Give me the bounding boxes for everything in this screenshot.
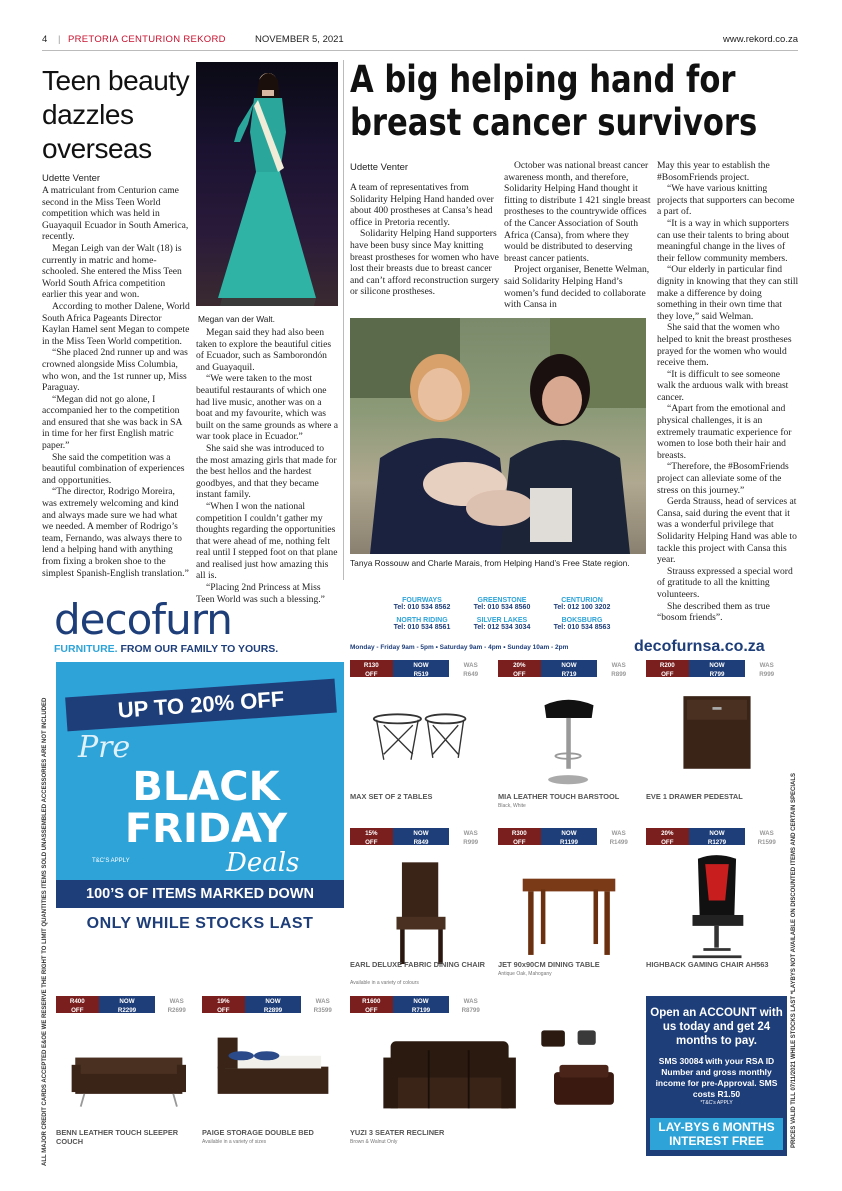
teen-photo	[196, 62, 338, 306]
product-image	[646, 846, 788, 964]
breast-byline: Udette Venter	[350, 162, 409, 173]
store-entry	[382, 597, 462, 611]
banner-upto: UP TO 20% OFF	[65, 679, 337, 732]
was-price: R1499	[609, 839, 628, 846]
paragraph: Solidarity Helping Hand supporters have been busy since May knitting breast prostheses for women who have lost their breasts due to breast cancer and can’t afford reconstruction surgery or silicone prostheses.	[350, 228, 500, 298]
page-number: 4	[42, 34, 48, 45]
now-label: NOW	[413, 662, 429, 669]
product-image	[202, 1014, 344, 1132]
banner-black: BLACK	[132, 764, 280, 810]
was-price-badge	[745, 660, 788, 677]
header-separator: |	[58, 34, 61, 45]
was-price-badge	[597, 660, 640, 677]
store-name: GREENSTONE	[477, 597, 527, 604]
discount-badge	[498, 660, 541, 677]
ad-side-note-left: ALL MAJOR CREDIT CARDS ACCEPTED E&OE WE RESERVE THE RIGHT TO LIMIT QUANTITIES ITEMS SOLD UNASSEMBLED ACCESSORIES ARE NOT INCLUDED	[42, 697, 48, 1166]
now-price: R7199	[411, 1007, 431, 1014]
paragraph: She said that the women who helped to knit the breast prostheses prayed for the women who would receive them.	[657, 322, 792, 369]
was-label: WAS	[759, 830, 774, 837]
discount-value: R1600	[362, 998, 381, 1005]
paragraph: “It is difficult to see someone walk the arduous walk with breast cancer.	[657, 368, 789, 403]
now-label: NOW	[709, 830, 725, 837]
price-bar	[646, 660, 788, 677]
trading-hours: Monday - Friday 9am - 5pm • Saturday 9am - 4pm • Sunday 10am - 2pm	[350, 644, 569, 651]
price-bar	[350, 828, 492, 845]
store-entry	[542, 597, 622, 611]
store-name: FOURWAYS	[402, 597, 442, 604]
discount-value: R300	[511, 830, 527, 837]
column-divider	[343, 60, 344, 580]
decofurn-logo: decofurn	[54, 595, 232, 644]
discount-value: 19%	[217, 998, 230, 1005]
breast-photo	[350, 318, 646, 554]
account-sms: SMS 30084 with your RSA ID Number and gross monthly income for pre-Approval. SMS costs R1.50	[655, 1056, 778, 1099]
discount-badge	[646, 828, 689, 845]
product-variants: Black, White	[498, 803, 526, 809]
product-name: JET 90x90CM DINING TABLE	[498, 960, 600, 969]
was-price-badge	[301, 996, 344, 1013]
discount-label: OFF	[661, 671, 674, 678]
paragraph: According to mother Dalene, World South Africa Pageants Director Kaylan Hamel sent Megan to compete in the Miss Teen World competition.	[42, 300, 190, 347]
teen-column-1	[42, 185, 190, 579]
now-price-badge	[393, 828, 450, 845]
was-label: WAS	[463, 662, 478, 669]
store-entry	[382, 617, 462, 631]
breast-photo-caption: Tanya Rossouw and Charle Marais, from Helping Hand’s Free State region.	[350, 558, 630, 568]
price-bar	[350, 660, 492, 677]
banner-tc: T&C’S APPLY	[92, 858, 130, 864]
account-tc: *T&C’s APPLY	[700, 1100, 733, 1106]
paragraph: “We were taken to the most beautiful restaurants of which one had live music, another was on a boat and my favourite, which was built on the same grounds as where a war took place in Ecuador.”	[196, 373, 339, 443]
breast-column-3	[657, 160, 799, 624]
paragraph: Gerda Strauss, head of services at Cansa, said during the event that it was a wonderful privilege that Solidarity Helping Hand was able to tackle this project with Cansa this year.	[657, 496, 797, 566]
breast-headline-line-2: breast cancer survivors	[350, 101, 758, 144]
paragraph: She described them as true “bosom friends”.	[657, 600, 770, 624]
product-name: MAX SET OF 2 TABLES	[350, 792, 433, 801]
discount-label: OFF	[513, 671, 526, 678]
now-label: NOW	[119, 998, 135, 1005]
tagline-family: FROM OUR FAMILY TO YOURS.	[117, 643, 279, 655]
paragraph: October was national breast cancer awareness month, and therefore, Solidarity Helping Hand thought it fitting to distribute 1 421 single breast prostheses to the countrywide offices of the Cancer Association of South Africa (Cansa), from where they would be distributed to deserving breast cancer patients.	[504, 160, 651, 264]
account-headline: Open an ACCOUNT with us today and get 24 months to pay.	[650, 1007, 783, 1047]
price-bar	[646, 828, 788, 845]
discount-label: OFF	[513, 839, 526, 846]
now-price-badge	[245, 996, 302, 1013]
ad-tagline	[54, 643, 278, 655]
was-price-badge	[449, 660, 492, 677]
now-price: R799	[709, 671, 725, 678]
now-price: R849	[413, 839, 429, 846]
product-image	[350, 678, 492, 796]
discount-badge	[350, 996, 393, 1013]
store-name: BOKSBURG	[561, 617, 603, 624]
now-label: NOW	[561, 662, 577, 669]
discount-label: OFF	[365, 671, 378, 678]
price-bar	[202, 996, 344, 1013]
product-name: HIGHBACK GAMING CHAIR AH563	[646, 960, 769, 969]
paragraph: “When I won the national competition I couldn’t gather my thoughts regarding the opportunities that were ahead of me, nothing felt real until I stepped foot on that plane and realised just how amazing this all is.	[196, 500, 338, 582]
discount-value: R400	[69, 998, 85, 1005]
contestant-image	[196, 62, 338, 306]
now-price-badge	[393, 996, 450, 1013]
paragraph: “Apart from the emotional and physical challenges, it is an extremely traumatic experience for women to lose both their hair and breasts.	[657, 403, 792, 461]
teen-headline: Teen beauty dazzles overseas	[42, 65, 190, 164]
store-name: NORTH RIDING	[396, 617, 448, 624]
discount-badge	[350, 828, 393, 845]
product-image	[56, 1014, 198, 1132]
paragraph: “The director, Rodrigo Moreira, was extremely welcoming and kind and always made sure we had what we needed. A member of Rodrigo’s team, Fernando, was always there to lend a helping hand with anything from fixing a broken shoe to the simplest Spanish-English translation.”	[42, 486, 189, 579]
page-header	[42, 34, 798, 50]
banner-friday: FRIDAY	[124, 806, 288, 852]
now-label: NOW	[413, 830, 429, 837]
product-name: EVE 1 DRAWER PEDESTAL	[646, 792, 743, 801]
paragraph: May this year to establish the #BosomFriends project.	[657, 160, 770, 183]
teen-byline: Udette Venter	[42, 173, 101, 184]
store-phone[interactable]: Tel: 012 534 3034	[473, 624, 531, 631]
was-price-badge	[745, 828, 788, 845]
paragraph: “Our elderly in particular find dignity in knowing that they can still make a difference by doing something in their own time that they love,” said Welman.	[657, 264, 799, 322]
now-price: R519	[413, 671, 429, 678]
banner-deals: Deals	[226, 848, 300, 878]
paragraph: A team of representatives from Solidarity Helping Hand handed over about 400 prostheses at Cansa’s head office in Pretoria recently.	[350, 182, 494, 228]
now-price: R2299	[117, 1007, 137, 1014]
items-marked-down: 100’S OF ITEMS MARKED DOWN	[56, 880, 344, 908]
product-image	[498, 678, 640, 796]
product-variants: Antique Oak, Mahogany	[498, 971, 552, 977]
was-price-badge	[155, 996, 198, 1013]
paragraph: She said the competition was a beautiful combination of experiences and opportunities.	[42, 451, 185, 486]
was-price: R899	[611, 671, 627, 678]
discount-label: OFF	[217, 1007, 230, 1014]
volunteers-image	[350, 318, 646, 554]
site-url[interactable]: www.rekord.co.za	[723, 34, 798, 45]
now-price: R1199	[560, 839, 578, 846]
store-name: SILVER LAKES	[476, 617, 528, 624]
now-price-badge	[689, 828, 746, 845]
was-label: WAS	[463, 830, 478, 837]
discount-badge	[56, 996, 99, 1013]
product-variants: Available in a variety of colours	[350, 980, 419, 986]
ad-side-note-right: PRICES VALID TILL 07/11/2021 WHILE STOCKS LAST *LAYBYS NOT AVAILABLE ON DISCOUNTED ITEMS AND CERTAIN SPECIALS	[791, 772, 797, 1148]
paragraph: Megan Leigh van der Walt (18) is currently in matric and home-schooled. She entered the Miss Teen World South Africa competition earlier this year and won.	[42, 242, 182, 301]
was-price-badge	[449, 996, 492, 1013]
price-bar	[56, 996, 198, 1013]
breast-headline	[350, 58, 764, 144]
now-price: R2899	[263, 1007, 283, 1014]
paragraph: “We have various knitting projects that supporters can become a part of.	[657, 183, 795, 218]
was-label: WAS	[463, 998, 478, 1005]
account-box	[646, 996, 787, 1156]
paragraph: “Megan did not go alone, I accompanied her to the competition and ensured that she was back in SA in time for her first English matric paper.”	[42, 393, 182, 452]
was-price: R649	[463, 671, 479, 678]
product-name: BENN LEATHER TOUCH SLEEPER COUCH	[56, 1128, 179, 1146]
product-image	[350, 846, 492, 964]
product-name: MIA LEATHER TOUCH BARSTOOL	[498, 792, 620, 801]
black-friday-banner	[56, 662, 344, 880]
was-label: WAS	[611, 662, 626, 669]
banner-pre: Pre	[78, 730, 131, 765]
product-variants: Brown & Walnut Only	[350, 1139, 398, 1145]
now-label: NOW	[265, 998, 281, 1005]
discount-badge	[498, 828, 541, 845]
discount-value: R130	[363, 662, 379, 669]
store-phone[interactable]: Tel: 010 534 8561	[393, 624, 451, 631]
now-price-badge	[99, 996, 156, 1013]
discount-badge	[202, 996, 245, 1013]
store-phone[interactable]: Tel: 012 100 3202	[553, 604, 611, 611]
now-price-badge	[689, 660, 746, 677]
discount-label: OFF	[365, 839, 378, 846]
store-entry	[462, 617, 542, 631]
now-price-badge	[393, 660, 450, 677]
discount-label: OFF	[661, 839, 674, 846]
discount-value: 20%	[661, 830, 674, 837]
while-stocks-last: ONLY WHILE STOCKS LAST	[86, 915, 314, 932]
now-label: NOW	[413, 998, 429, 1005]
product-image	[350, 1014, 640, 1132]
store-phone[interactable]: Tel: 010 534 8560	[473, 604, 531, 611]
breast-column-2	[504, 160, 652, 311]
discount-value: R200	[659, 662, 675, 669]
paragraph: “Therefore, the #BosomFriends project can alleviate some of the stress on this journey.”	[657, 461, 789, 496]
product-name: EARL DELUXE FABRIC DINING CHAIR	[350, 960, 485, 969]
product-image	[498, 846, 640, 964]
was-price: R3599	[313, 1007, 332, 1014]
price-bar	[350, 996, 492, 1013]
discount-label: OFF	[71, 1007, 84, 1014]
was-price: R8799	[461, 1007, 480, 1014]
product-name: PAIGE STORAGE DOUBLE BED	[202, 1128, 314, 1137]
header-rule	[42, 50, 798, 51]
discount-badge	[646, 660, 689, 677]
product-name: YUZI 3 SEATER RECLINER	[350, 1128, 445, 1137]
store-phone[interactable]: Tel: 010 534 8562	[393, 604, 451, 611]
price-bar	[498, 660, 640, 677]
issue-date: NOVEMBER 5, 2021	[255, 34, 344, 45]
was-label: WAS	[315, 998, 330, 1005]
now-price-badge	[541, 828, 598, 845]
now-price-badge	[541, 660, 598, 677]
product-image	[646, 678, 788, 796]
breast-column-1	[350, 182, 500, 298]
was-price-badge	[597, 828, 640, 845]
store-entry	[462, 597, 542, 611]
layby-offer: LAY-BYS 6 MONTHS INTEREST FREE	[650, 1118, 783, 1150]
was-label: WAS	[169, 998, 184, 1005]
store-phone[interactable]: Tel: 010 534 8563	[553, 624, 611, 631]
now-label: NOW	[709, 662, 725, 669]
was-price: R2699	[167, 1007, 186, 1014]
was-price: R999	[463, 839, 479, 846]
was-price-badge	[449, 828, 492, 845]
tagline-furniture: FURNITURE.	[54, 643, 118, 655]
was-price: R1599	[757, 839, 776, 846]
paragraph: She said she was introduced to the most amazing girls that made for the best hellos and the hardest goodbyes, and that they became instant family.	[196, 442, 337, 501]
paragraph: Project organiser, Benette Welman, said Solidarity Helping Hand’s women’s fund decided to collaborate with Cansa in	[504, 264, 650, 311]
now-label: NOW	[561, 830, 577, 837]
breast-headline-line-1: A big helping hand for	[350, 58, 736, 101]
paragraph: “It is a way in which supporters can use their talents to bring about meaningful change in the lives of their fellow community members.	[657, 217, 790, 264]
discount-badge	[350, 660, 393, 677]
teen-column-2	[196, 327, 338, 605]
paragraph: Megan said they had also been taken to explore the beautiful cities of Ecuador, such as Samborondón and Guayaquil.	[196, 327, 332, 373]
product-variants: Available in a variety of sizes	[202, 1139, 267, 1145]
was-label: WAS	[611, 830, 626, 837]
banner-black-friday	[101, 766, 311, 850]
discount-value: 20%	[513, 662, 526, 669]
paragraph: A matriculant from Centurion came second in the Miss Teen World competition which was held in Guayaquil Ecuador in South America, recently.	[42, 185, 189, 243]
now-price: R719	[561, 671, 577, 678]
discount-value: 15%	[365, 830, 378, 837]
decofurn-advert	[42, 592, 798, 1152]
teen-photo-caption: Megan van der Walt.	[198, 314, 275, 324]
store-name: CENTURION	[561, 597, 603, 604]
store-entry	[542, 617, 622, 631]
now-price: R1279	[707, 839, 727, 846]
paragraph: Strauss expressed a special word of gratitude to all the knitting volunteers.	[657, 565, 793, 600]
paragraph: “Placing 2nd Princess at Miss Teen World was such a blessing.”	[196, 582, 325, 605]
publication-name: PRETORIA CENTURION REKORD	[68, 34, 226, 45]
ad-website[interactable]: decofurnsa.co.za	[634, 638, 765, 655]
was-label: WAS	[759, 662, 774, 669]
paragraph: “She placed 2nd runner up and was crowned alongside Miss Columbia, who won, and the 1st runner up, Miss Paraguay.	[42, 347, 188, 394]
was-price: R999	[759, 671, 775, 678]
price-bar	[498, 828, 640, 845]
discount-label: OFF	[365, 1007, 378, 1014]
